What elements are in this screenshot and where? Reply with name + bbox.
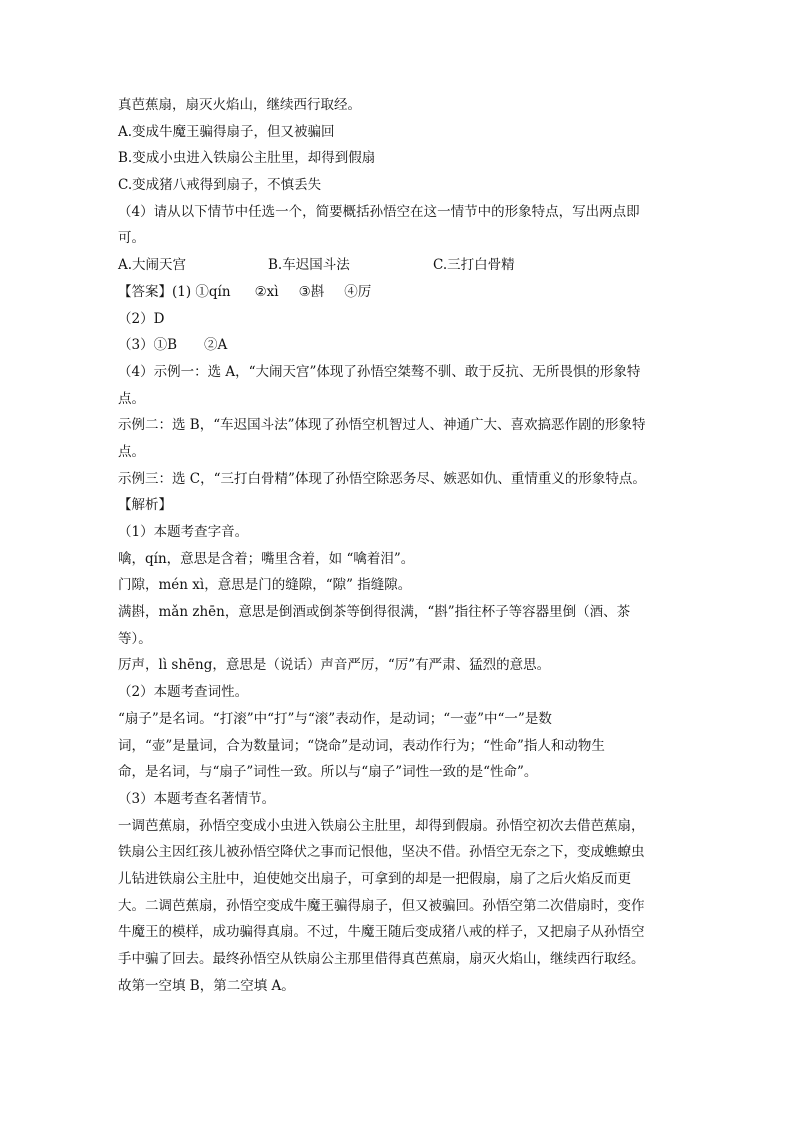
q4-option-c: C.三打白骨精 <box>433 257 515 274</box>
analysis-line: 铁扇公主因红孩儿被孙悟空降伏之事而记恨他，坚决不借。孙悟空无奈之下，变成蟭蟟虫 <box>118 844 645 861</box>
analysis-line: 命，是名词，与“扇子”词性一致。所以与“扇子”词性一致的是“性命”。 <box>118 764 538 781</box>
answer-line-1 <box>118 279 698 306</box>
answer-line: 示例三：选 C，“三打白骨精”体现了孙悟空除恶务尽、嫉恶如仇、重情重义的形象特点。 <box>118 470 646 487</box>
analysis-line: 满斟，mǎn zhēn，意思是倒酒或倒茶等倒得很满，“斟”指往杯子等容器里倒（酒、茶 <box>118 604 631 621</box>
analysis-line: 等）。 <box>118 630 152 647</box>
q4-option-b: B.车迟国斗法 <box>268 257 350 274</box>
analysis-line: 噙，qín，意思是含着；嘴里含着，如 “噙着泪”。 <box>118 550 415 567</box>
analysis-line: 一调芭蕉扇，孙悟空变成小虫进入铁扇公主肚里，却得到假扇。孙悟空初次去借芭蕉扇， <box>118 817 645 834</box>
analysis-line: 大。二调芭蕉扇，孙悟空变成牛魔王骗得扇子，但又被骗回。孙悟空第二次借扇时，变作 <box>118 897 645 914</box>
analysis-line: 儿钻进铁扇公主肚中，迫使她交出扇子，可拿到的却是一把假扇，扇了之后火焰反而更 <box>118 870 631 887</box>
answer-p4: ④厉 <box>344 283 372 300</box>
answer-head: 【答案】(1) ①qín <box>118 283 231 300</box>
option-a: A.变成牛魔王骗得扇子，但又被骗回 <box>118 123 335 140</box>
answer-line: 示例二：选 B，“车迟国斗法”体现了孙悟空机智过人、神通广大、喜欢搞恶作剧的形象特 <box>118 417 646 434</box>
answer-line: 点。 <box>118 443 145 460</box>
q4-option-a: A.大闹天宫 <box>118 257 187 274</box>
answer-line: （3）①B ②A <box>118 337 228 354</box>
document-page <box>118 92 698 999</box>
analysis-line: （3）本题考查名著情节。 <box>118 790 276 807</box>
analysis-line: 厉声，lì shēng，意思是（说话）声音严厉，“厉”有严肃、猛烈的意思。 <box>118 657 551 674</box>
text-line: 真芭蕉扇，扇灭火焰山，继续西行取经。 <box>118 97 361 113</box>
analysis-line: 词，“壶”是量词，合为数量词；“饶命”是动词，表动作行为；“性命”指人和动物生 <box>118 737 605 754</box>
answer-p3: ③斟 <box>298 283 325 300</box>
analysis-line: 牛魔王的模样，成功骗得真扇。不过，牛魔王随后变成猪八戒的样子，又把扇子从孙悟空 <box>118 924 645 941</box>
analysis-heading: 【解析】 <box>118 497 172 514</box>
analysis-line: （2）本题考查词性。 <box>118 684 249 701</box>
answer-line: （2）D <box>118 310 165 327</box>
question-4-cont: 可。 <box>118 230 145 247</box>
analysis-line: 故第一空填 B，第二空填 A。 <box>118 977 295 994</box>
question-4: （4）请从以下情节中任选一个，简要概括孙悟空在这一情节中的形象特点，写出两点即 <box>118 203 640 220</box>
analysis-line: 门隙，mén xì，意思是门的缝隙，“隙” 指缝隙。 <box>118 577 412 594</box>
q4-options <box>118 252 698 279</box>
answer-line: 点。 <box>118 390 145 407</box>
analysis-line: 手中骗了回去。最终孙悟空从铁扇公主那里借得真芭蕉扇，扇灭火焰山，继续西行取经。 <box>118 951 645 967</box>
answer-line: （4）示例一：选 A，“大闹天宫”体现了孙悟空桀骜不驯、敢于反抗、无所畏惧的形象特 <box>118 363 641 380</box>
option-b: B.变成小虫进入铁扇公主肚里，却得到假扇 <box>118 150 376 167</box>
option-c: C.变成猪八戒得到扇子，不慎丢失 <box>118 177 322 194</box>
answer-p2: ②xì <box>254 283 279 300</box>
analysis-line: “扇子”是名词。“打滚”中“打”与“滚”表动作，是动词；“一壶”中“一”是数 <box>118 710 552 727</box>
analysis-line: （1）本题考查字音。 <box>118 524 249 540</box>
